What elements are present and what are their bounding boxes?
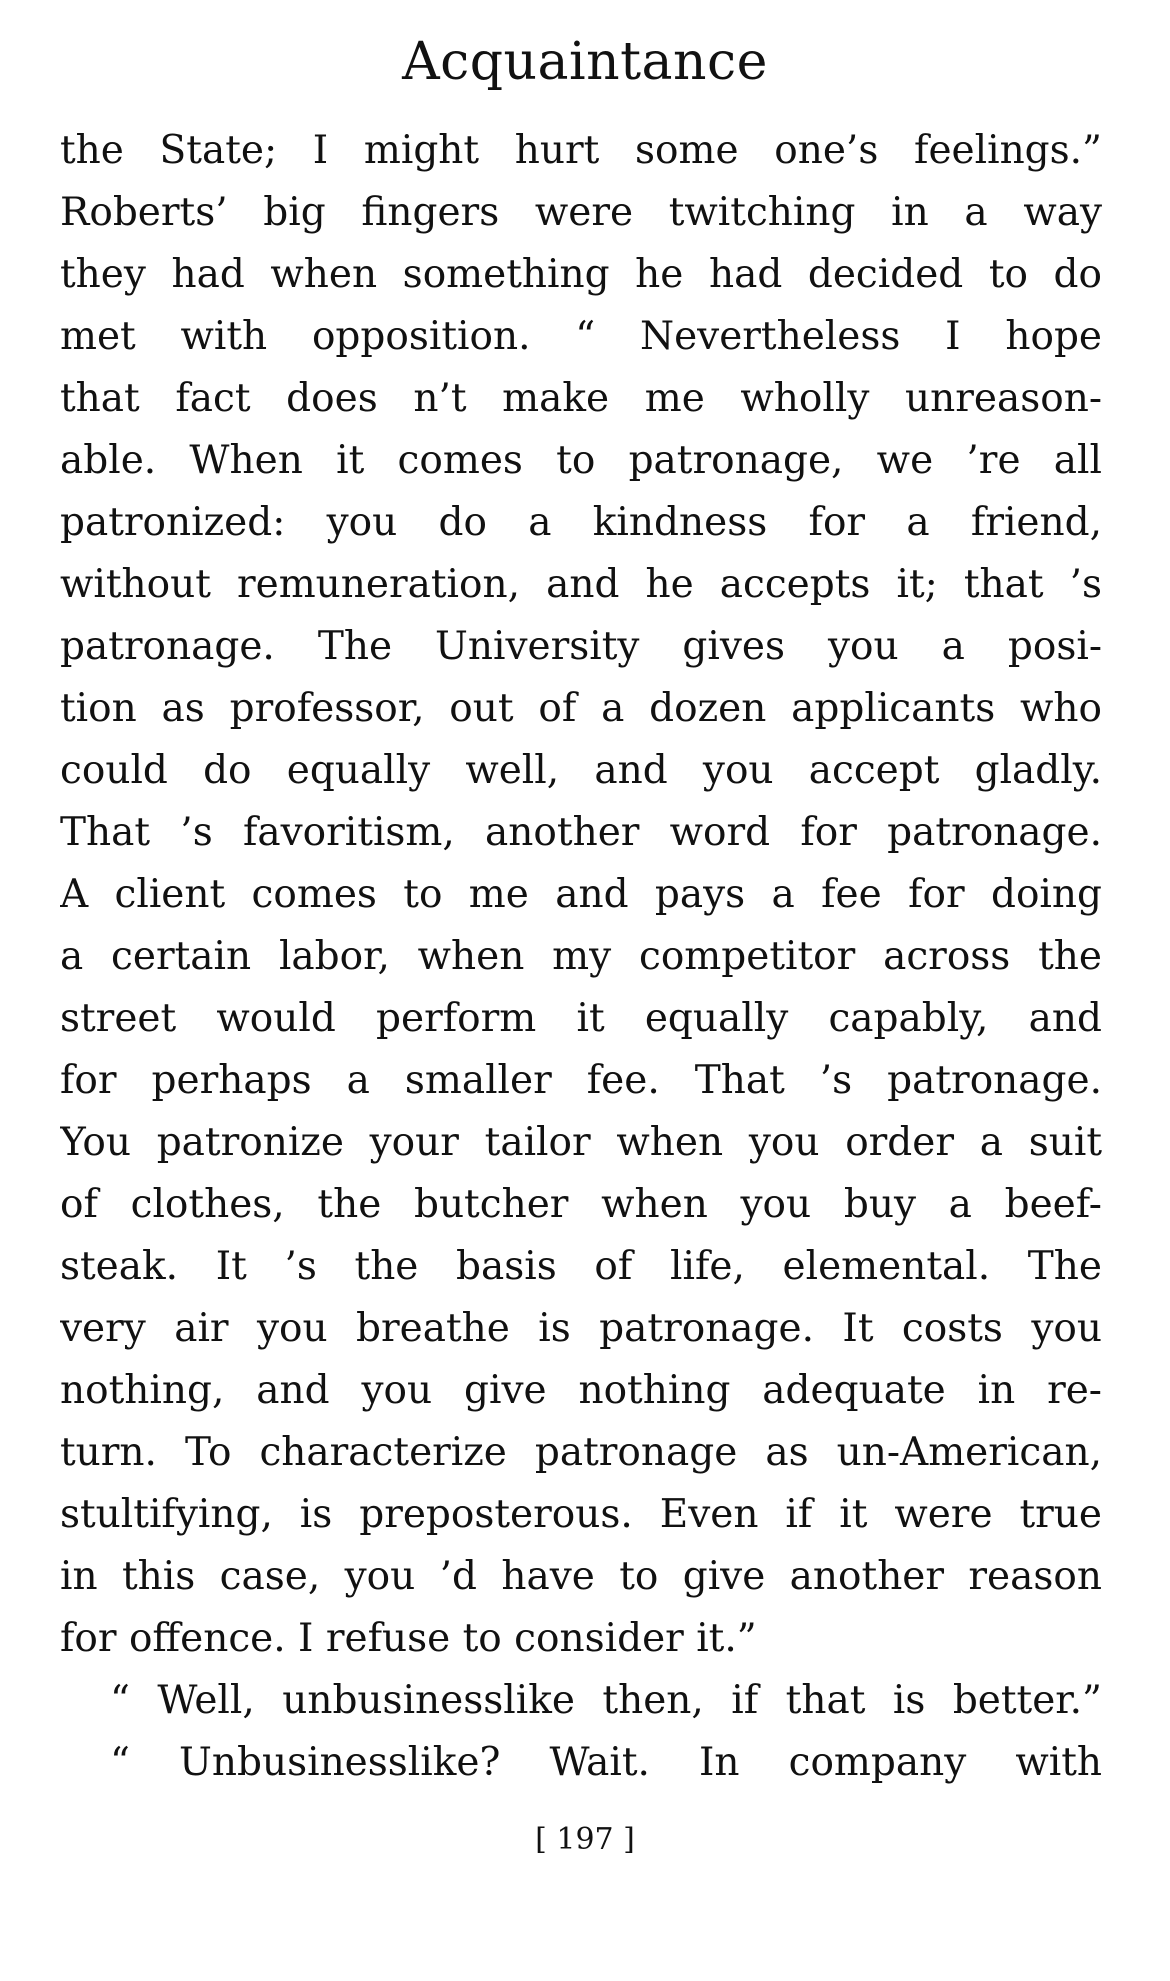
text-line: street would perform it equally capably, and xyxy=(60,996,1102,1041)
text-line: could do equally well, and you accept gladly. xyxy=(60,748,1102,793)
text-line: the State; I might hurt some one’s feelings.” xyxy=(60,128,1102,173)
text-line: “ Unbusinesslike? Wait. In company with xyxy=(110,1740,1102,1785)
body-text xyxy=(60,120,1102,1794)
text-line: for perhaps a smaller fee. That ’s patronage. xyxy=(60,1058,1102,1103)
text-line: You patronize your tailor when you order a suit xyxy=(60,1120,1102,1165)
running-head: Acquaintance xyxy=(402,32,768,92)
text-line: steak. It ’s the basis of life, elemental. The xyxy=(60,1244,1102,1289)
text-line: without remuneration, and he accepts it; that ’s xyxy=(60,562,1102,607)
text-line: That ’s favoritism, another word for patronage. xyxy=(60,810,1102,855)
text-line: of clothes, the butcher when you buy a beef- xyxy=(60,1182,1102,1227)
text-line: patronized: you do a kindness for a friend, xyxy=(60,500,1102,545)
text-line: tion as professor, out of a dozen applicants who xyxy=(60,686,1102,731)
text-line: they had when something he had decided to do xyxy=(60,252,1102,297)
text-line: A client comes to me and pays a fee for doing xyxy=(60,872,1102,917)
text-line: stultifying, is preposterous. Even if it were true xyxy=(60,1492,1102,1537)
text-line: in this case, you ’d have to give another reason xyxy=(60,1554,1102,1599)
text-line: very air you breathe is patronage. It costs you xyxy=(60,1306,1102,1351)
text-line: able. When it comes to patronage, we ’re all xyxy=(60,438,1102,483)
text-line: that fact does n’t make me wholly unreason- xyxy=(60,376,1102,421)
text-line: “ Well, unbusinesslike then, if that is better.” xyxy=(110,1678,1102,1723)
text-line: patronage. The University gives you a posi- xyxy=(60,624,1102,669)
page-number: [ 197 ] xyxy=(535,1822,635,1857)
text-line: a certain labor, when my competitor across the xyxy=(60,934,1102,979)
text-line: for offence. I refuse to consider it.” xyxy=(60,1616,757,1661)
text-line: nothing, and you give nothing adequate in re- xyxy=(60,1368,1102,1413)
text-line: turn. To characterize patronage as un-American, xyxy=(60,1430,1102,1475)
text-line: Roberts’ big fingers were twitching in a way xyxy=(60,190,1102,235)
text-line: met with opposition. “ Nevertheless I hope xyxy=(60,314,1102,359)
